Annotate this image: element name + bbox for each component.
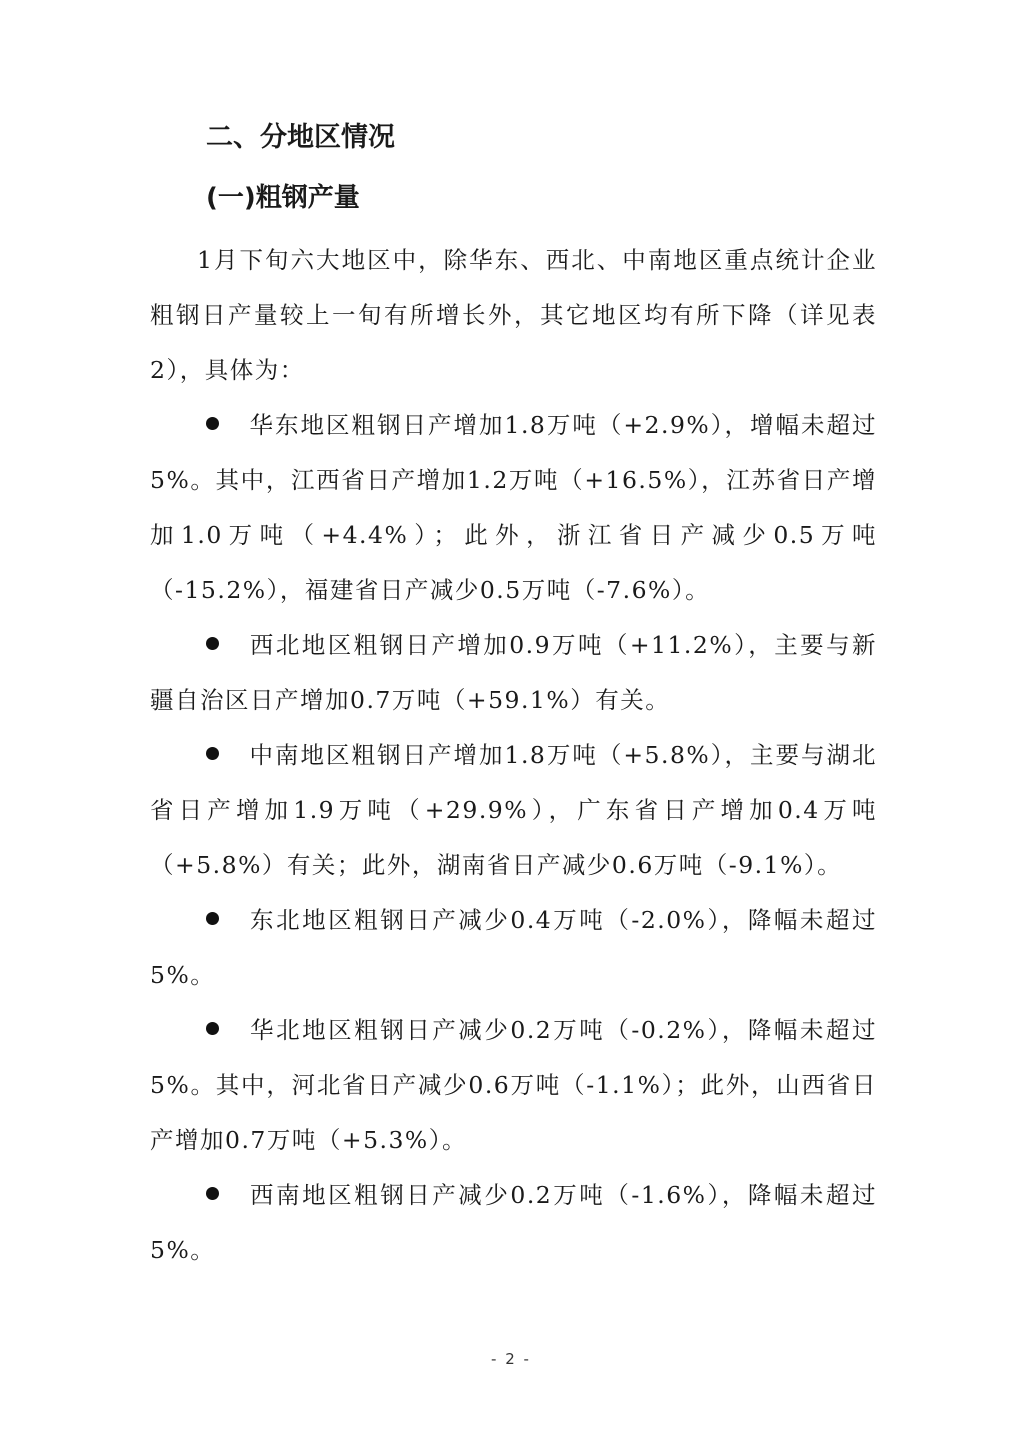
bullet-dot-icon: [206, 1022, 219, 1035]
bullet-text: 西南地区粗钢日产减少0.2万吨（-1.6%），降幅未超过5%。: [150, 1181, 877, 1264]
bullet-dot-icon: [206, 1187, 219, 1200]
subsection-heading: (一)粗钢产量: [206, 183, 360, 213]
bullet-text: 华东地区粗钢日产增加1.8万吨（+2.9%），增幅未超过5%。其中，江西省日产增加1.2万吨（+16.5%），江苏省日产增加1.0万吨（+4.4%）；此外，浙江省日产减少0.5万吨（-15.2%），福建省日产减少0.5万吨（-7.6%）。: [150, 411, 877, 604]
bullet-text: 中南地区粗钢日产增加1.8万吨（+5.8%），主要与湖北省日产增加1.9万吨（+29.9%），广东省日产增加0.4万吨（+5.8%）有关；此外，湖南省日产减少0.6万吨（-9.1%）。: [150, 741, 877, 879]
bullet-item-northeast: [150, 893, 877, 1003]
bullet-dot-icon: [206, 637, 219, 650]
bullet-text: 华北地区粗钢日产减少0.2万吨（-0.2%），降幅未超过5%。其中，河北省日产减少0.6万吨（-1.1%）；此外，山西省日产增加0.7万吨（+5.3%）。: [150, 1016, 877, 1154]
intro-paragraph: 1月下旬六大地区中，除华东、西北、中南地区重点统计企业粗钢日产量较上一旬有所增长外，其它地区均有所下降（详见表2），具体为：: [150, 246, 877, 384]
bullet-item-southwest: [150, 1168, 877, 1278]
page-number: - 2 -: [491, 1350, 531, 1368]
document-page: [150, 0, 877, 1437]
bullet-item-central-south: [150, 728, 877, 893]
section-heading: 二、分地区情况: [206, 122, 395, 153]
bullet-dot-icon: [206, 912, 219, 925]
bullet-dot-icon: [206, 747, 219, 760]
bullet-dot-icon: [206, 417, 219, 430]
bullet-item-east-china: [150, 398, 877, 618]
bullet-text: 西北地区粗钢日产增加0.9万吨（+11.2%），主要与新疆自治区日产增加0.7万吨（+59.1%）有关。: [150, 631, 877, 714]
bullet-item-northwest: [150, 618, 877, 728]
bullet-item-north-china: [150, 1003, 877, 1168]
bullet-text: 东北地区粗钢日产减少0.4万吨（-2.0%），降幅未超过5%。: [150, 906, 877, 989]
body-text: [150, 233, 877, 1278]
